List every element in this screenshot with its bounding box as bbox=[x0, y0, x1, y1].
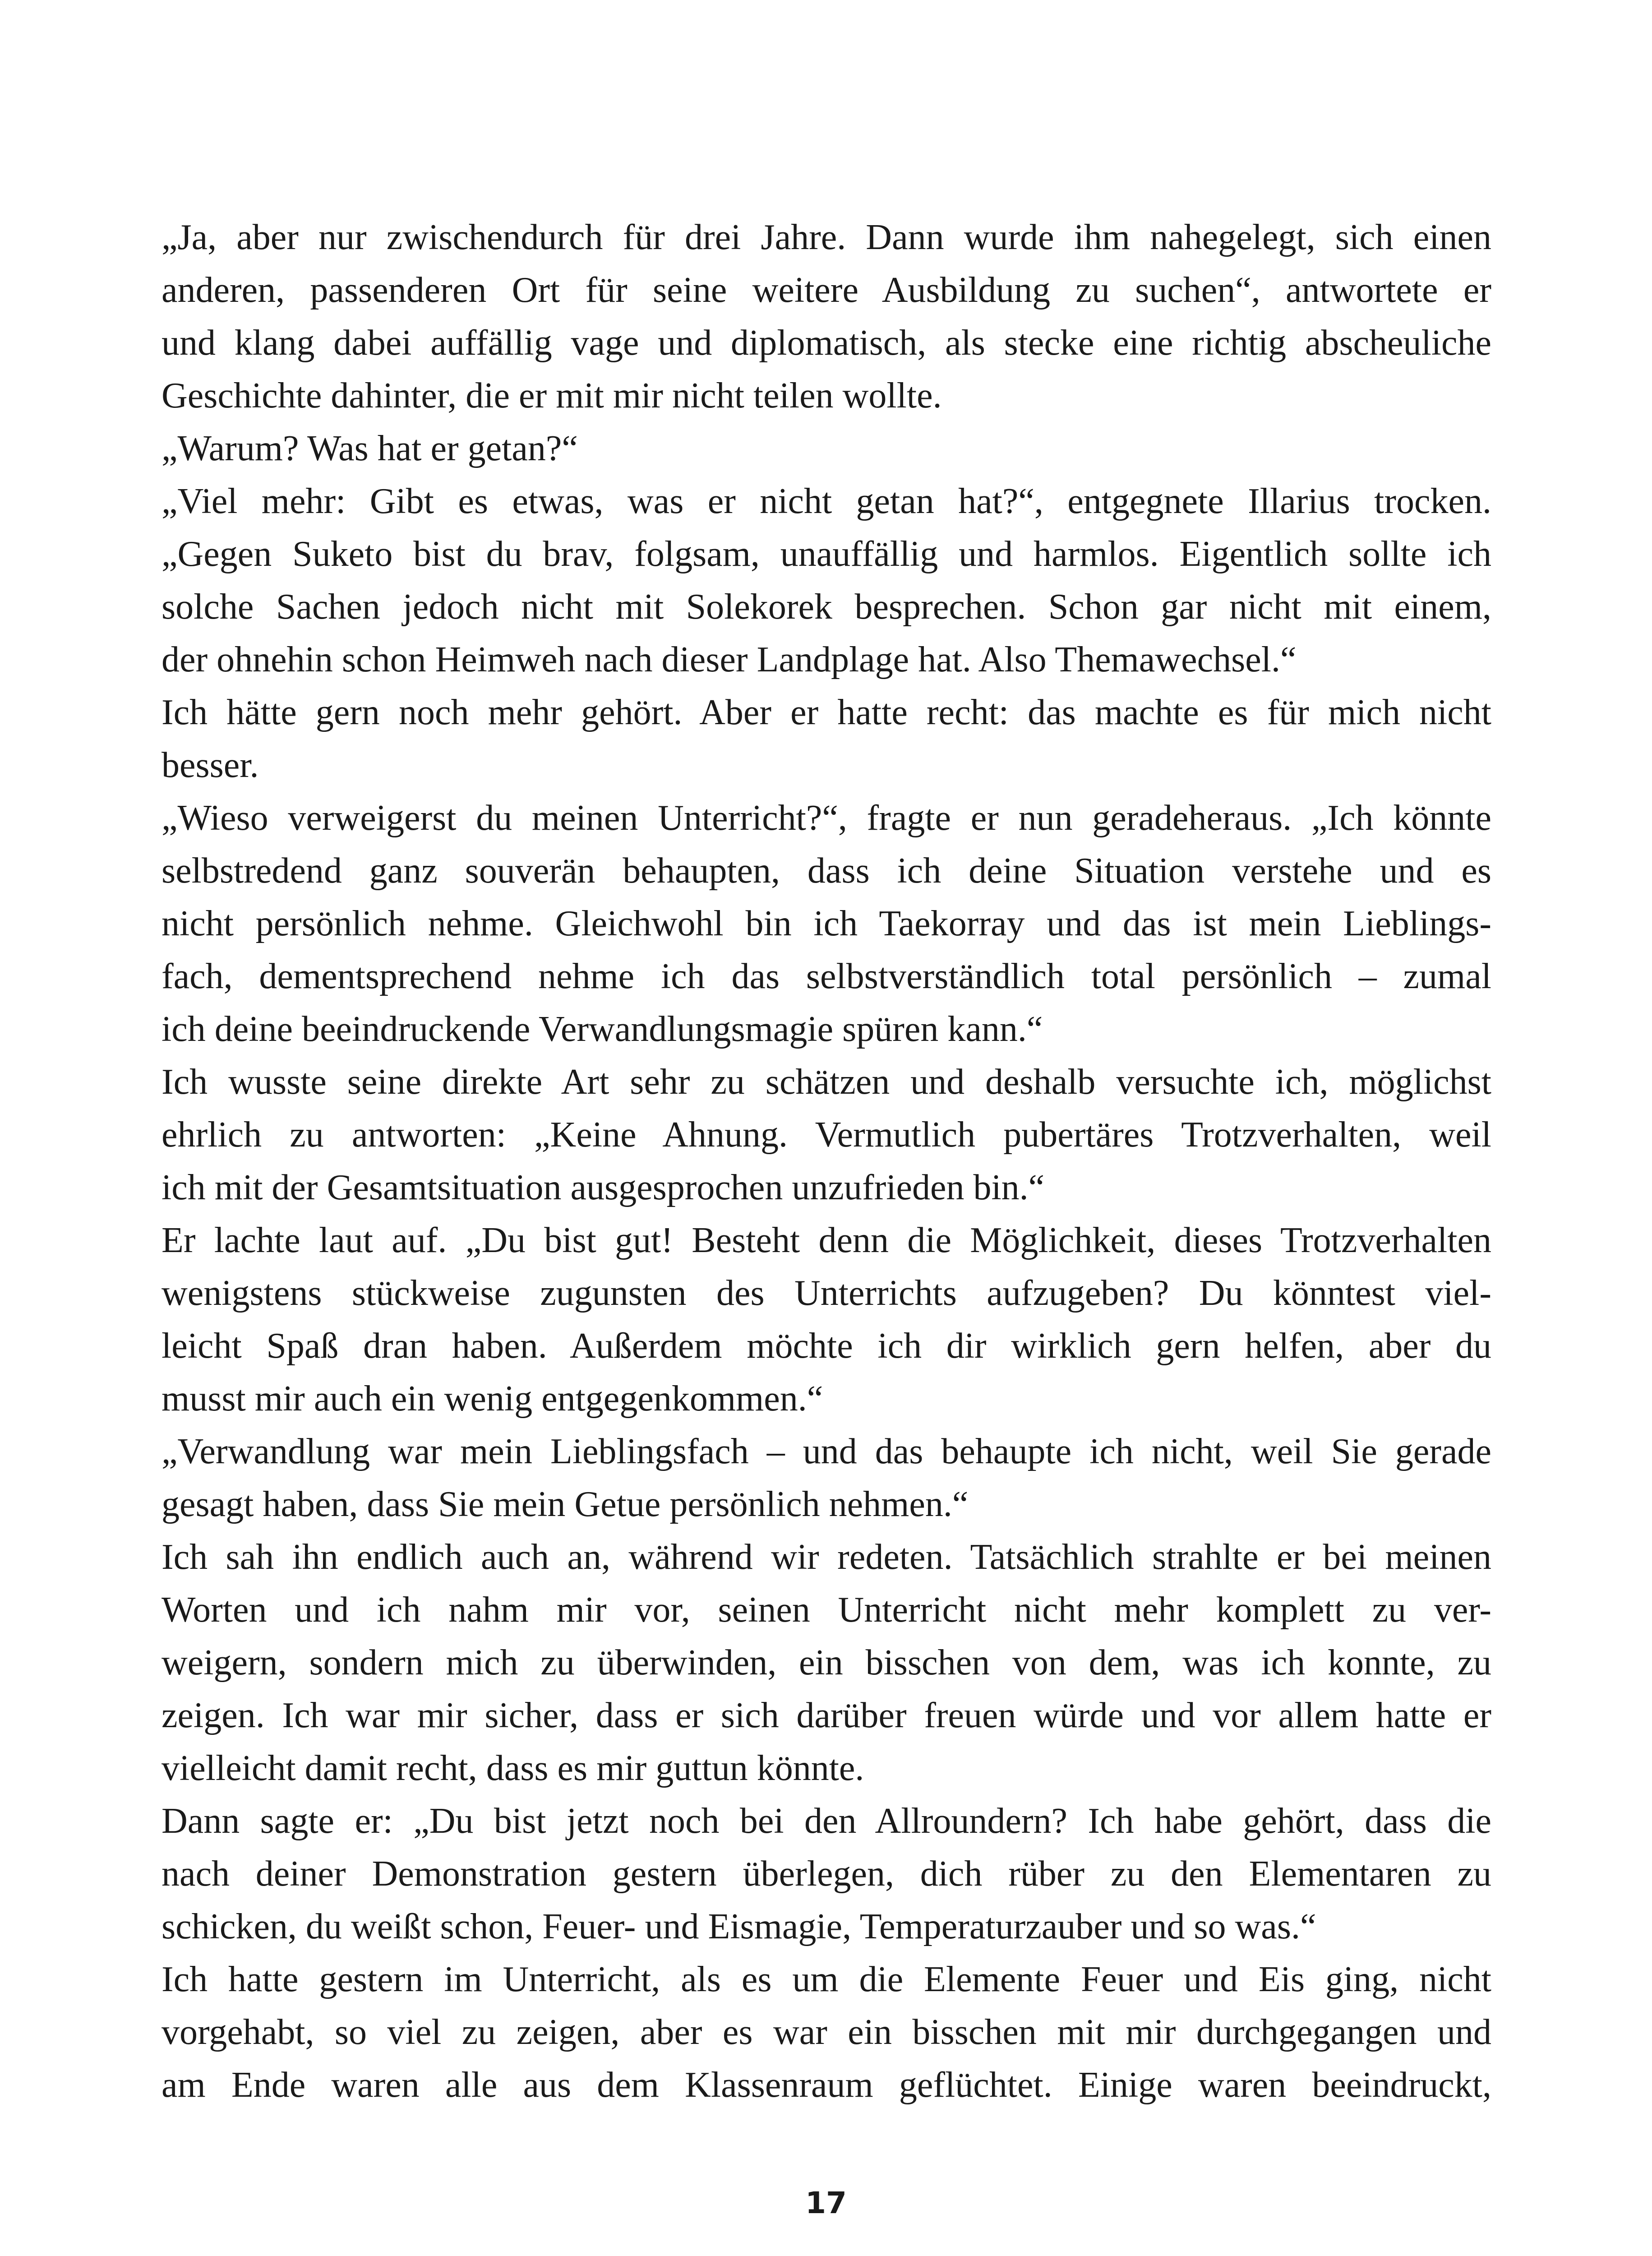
text-line: schicken, du weißt schon, Feuer- und Eismagie, Temperaturzauber und so was.“ bbox=[162, 1907, 1316, 1946]
text-line: Dann sagte er: „Du bist jetzt noch bei den Allroundern? Ich habe gehört, dass die bbox=[162, 1801, 1491, 1841]
text-line: zeigen. Ich war mir sicher, dass er sich darüber freuen würde und vor allem hatte er bbox=[162, 1696, 1491, 1735]
text-line: vorgehabt, so viel zu zeigen, aber es war ein bisschen mit mir durchgegangen und bbox=[162, 2012, 1491, 2052]
text-line: anderen, passenderen Ort für seine weitere Ausbildung zu suchen“, antwortete er bbox=[162, 270, 1491, 310]
text-line: vielleicht damit recht, dass es mir guttun könnte. bbox=[162, 1748, 864, 1788]
text-line: „Verwandlung war mein Lieblingsfach – und das behaupte ich nicht, weil Sie gerade bbox=[162, 1432, 1491, 1471]
text-line: Worten und ich nahm mir vor, seinen Unterricht nicht mehr komplett zu ver- bbox=[162, 1590, 1491, 1630]
text-line: Geschichte dahinter, die er mit mir nicht teilen wollte. bbox=[162, 376, 942, 416]
text-line: „Wieso verweigerst du meinen Unterricht?“, fragte er nun geradeheraus. „Ich könnte bbox=[162, 798, 1491, 838]
text-line: Ich sah ihn endlich auch an, während wir redeten. Tatsächlich strahlte er bei meinen bbox=[162, 1537, 1491, 1577]
body-text bbox=[162, 211, 1491, 2112]
text-line: „Warum? Was hat er getan?“ bbox=[162, 429, 578, 468]
text-line: Ich hatte gestern im Unterricht, als es um die Elemente Feuer und Eis ging, nicht bbox=[162, 1960, 1491, 1999]
text-line: „Ja, aber nur zwischendurch für drei Jahre. Dann wurde ihm nahegelegt, sich einen bbox=[162, 217, 1491, 257]
text-line: wenigstens stückweise zugunsten des Unterrichts aufzugeben? Du könntest viel- bbox=[162, 1273, 1491, 1313]
text-line: musst mir auch ein wenig entgegenkommen.“ bbox=[162, 1379, 823, 1419]
text-line: der ohnehin schon Heimweh nach dieser Landplage hat. Also Themawechsel.“ bbox=[162, 640, 1297, 680]
text-line: „Gegen Suketo bist du brav, folgsam, unauffällig und harmlos. Eigentlich sollte ich bbox=[162, 534, 1491, 574]
text-line: und klang dabei auffällig vage und diplomatisch, als stecke eine richtig abscheuliche bbox=[162, 323, 1491, 363]
text-line: „Viel mehr: Gibt es etwas, was er nicht getan hat?“, entgegnete Illarius trocken. bbox=[162, 481, 1491, 521]
text-line: fach, dementsprechend nehme ich das selbstverständlich total persönlich – zumal bbox=[162, 957, 1491, 996]
text-line: am Ende waren alle aus dem Klassenraum geflüchtet. Einige waren beeindruckt, bbox=[162, 2065, 1491, 2105]
text-line: Ich wusste seine direkte Art sehr zu schätzen und deshalb versuchte ich, möglichst bbox=[162, 1062, 1491, 1102]
text-line: besser. bbox=[162, 745, 259, 785]
text-line: ich deine beeindruckende Verwandlungsmagie spüren kann.“ bbox=[162, 1009, 1043, 1049]
text-line: nach deiner Demonstration gestern überlegen, dich rüber zu den Elementaren zu bbox=[162, 1854, 1491, 1894]
text-line: weigern, sondern mich zu überwinden, ein bisschen von dem, was ich konnte, zu bbox=[162, 1643, 1491, 1683]
text-line: nicht persönlich nehme. Gleichwohl bin ich Taekorray und das ist mein Lieblings- bbox=[162, 904, 1491, 943]
text-line: gesagt haben, dass Sie mein Getue persönlich nehmen.“ bbox=[162, 1484, 969, 1524]
text-line: Er lachte laut auf. „Du bist gut! Besteht denn die Möglichkeit, dieses Trotzverhalten bbox=[162, 1220, 1491, 1260]
page-number: 17 bbox=[805, 2186, 847, 2220]
text-line: solche Sachen jedoch nicht mit Solekorek besprechen. Schon gar nicht mit einem, bbox=[162, 587, 1491, 627]
text-line: Ich hätte gern noch mehr gehört. Aber er hatte recht: das machte es für mich nicht bbox=[162, 693, 1491, 732]
text-line: selbstredend ganz souverän behaupten, dass ich deine Situation verstehe und es bbox=[162, 851, 1491, 891]
text-line: leicht Spaß dran haben. Außerdem möchte ich dir wirklich gern helfen, aber du bbox=[162, 1326, 1491, 1366]
text-line: ehrlich zu antworten: „Keine Ahnung. Vermutlich pubertäres Trotzverhalten, weil bbox=[162, 1115, 1491, 1155]
text-line: ich mit der Gesamtsituation ausgesprochen unzufrieden bin.“ bbox=[162, 1168, 1045, 1207]
